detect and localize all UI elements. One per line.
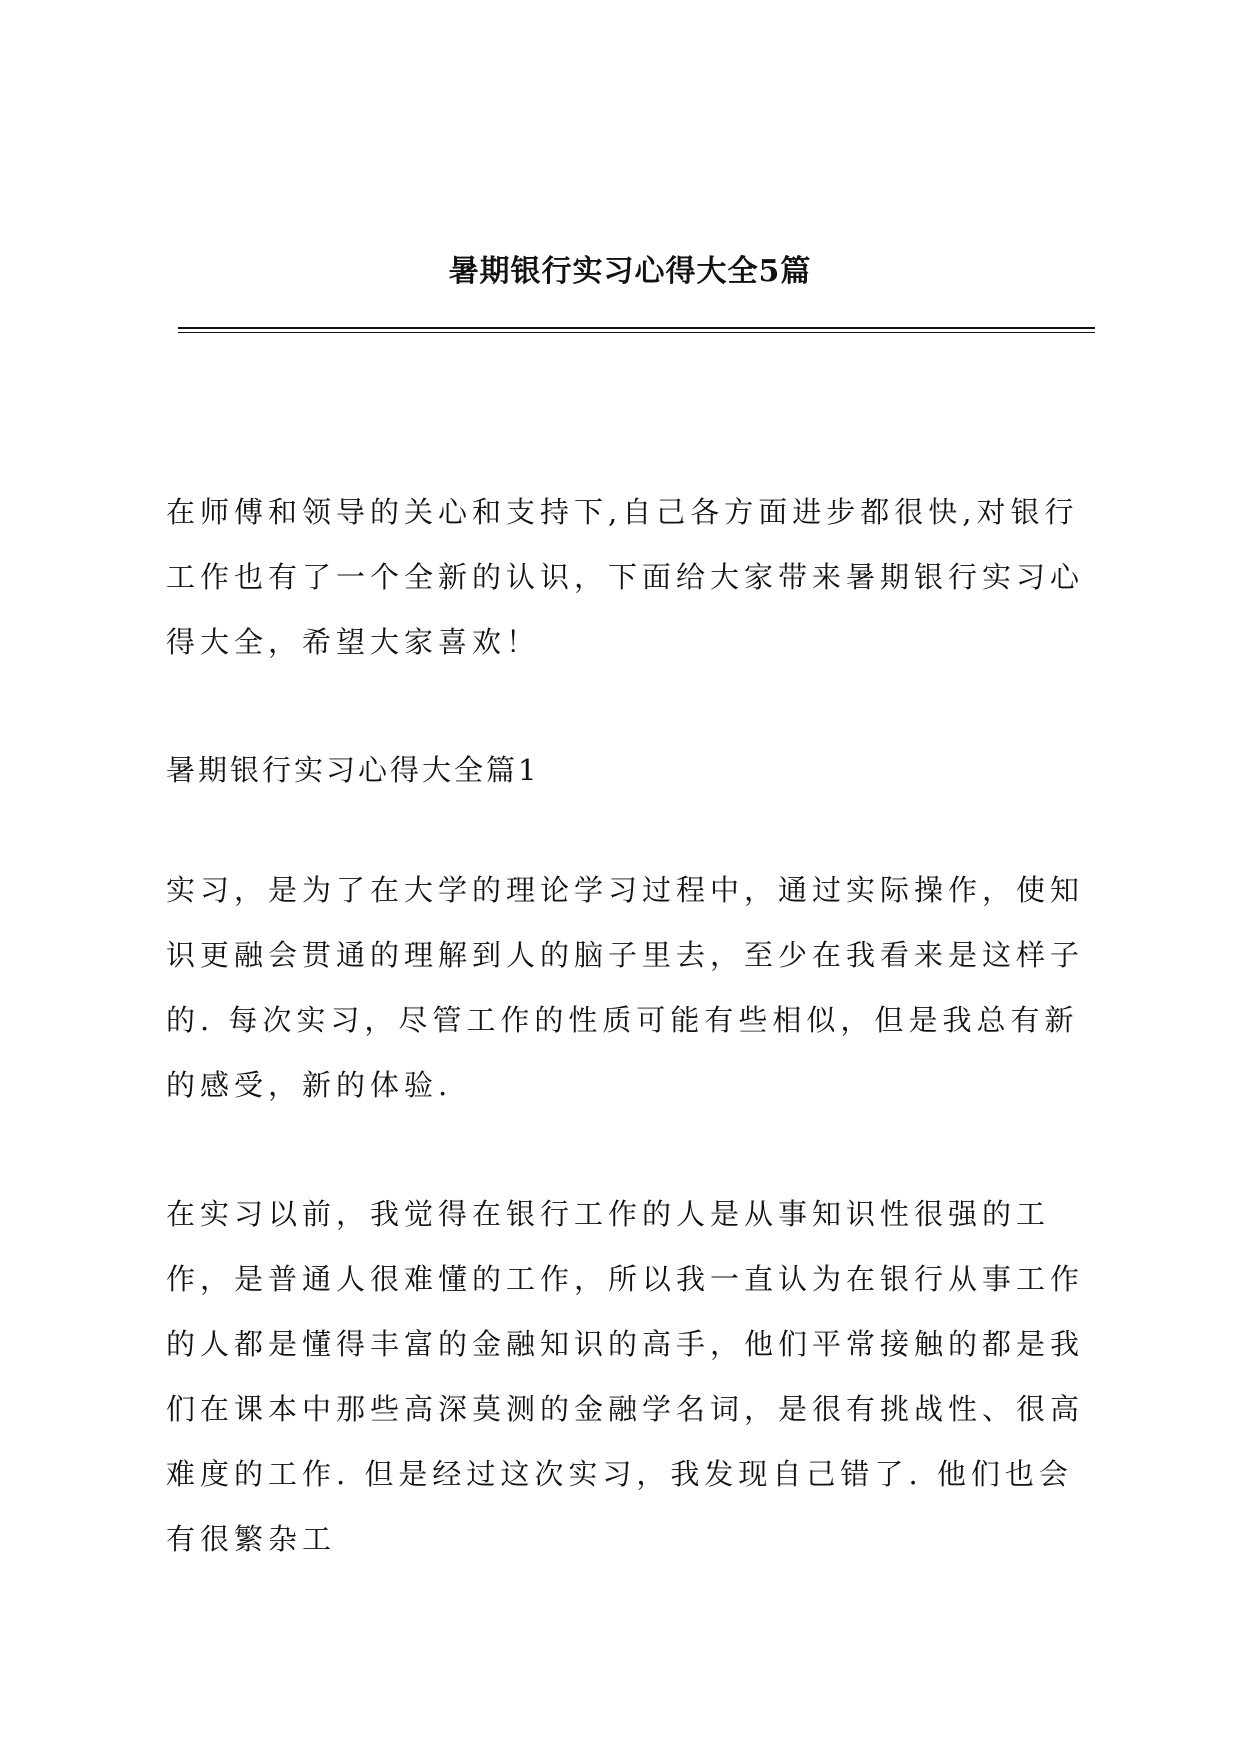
body-paragraph: 在实习以前，我觉得在银行工作的人是从事知识性很强的工作，是普通人很难懂的工作，所以我一直认为在银行从事工作的人都是懂得丰富的金融知识的高手，他们平常接触的都是我们在课本中那些高深莫测的金融学名词，是很有挑战性、很高难度的工作. 但是经过这次实习，我发现自己错了. 他们也会有很繁杂工 (166, 1197, 1085, 1556)
body-paragraph: 实习，是为了在大学的理论学习过程中，通过实际操作，使知识更融会贯通的理解到人的脑子里去，至少在我看来是这样子的. 每次实习，尽管工作的性质可能有些相似，但是我总有新的感受，新的体验. (166, 873, 1085, 1102)
title-double-rule (178, 327, 1095, 333)
section-heading: 暑期银行实习心得大全篇1 (166, 753, 540, 787)
document-title: 暑期银行实习心得大全5篇 (448, 254, 812, 289)
intro-paragraph: 在师傅和领导的关心和支持下,自己各方面进步都很快,对银行工作也有了一个全新的认识，下面给大家带来暑期银行实习心得大全，希望大家喜欢！ (166, 495, 1085, 659)
